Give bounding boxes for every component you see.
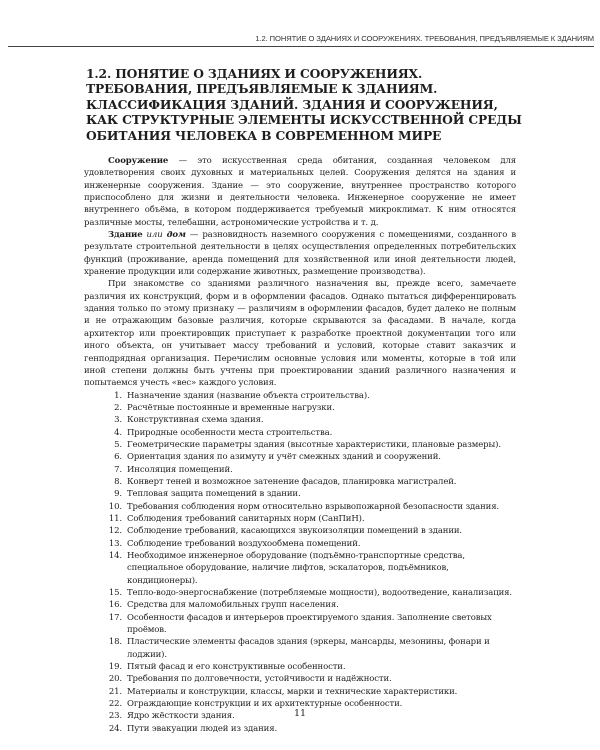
list-item <box>84 661 516 673</box>
list-item-text: Особенности фасадов и интерьеров проектируемого здания. Заполнение световых проёмов. <box>127 612 492 636</box>
paragraph-design-conditions <box>84 278 516 389</box>
list-item <box>84 476 516 488</box>
list-item <box>84 501 516 513</box>
list-item-text: Природные особенности места строительства. <box>127 427 333 438</box>
list-item <box>84 525 516 537</box>
list-item-text: Пути эвакуации людей из здания. <box>127 723 278 734</box>
term-building: Здание <box>108 230 143 241</box>
list-item-number: 16. <box>108 600 122 611</box>
list-item-text: Требования по долговечности, устойчивости и надёжности. <box>127 674 392 685</box>
list-item <box>84 673 516 685</box>
paragraph-structure-definition <box>84 155 516 229</box>
list-item-number: 19. <box>108 662 122 673</box>
list-item-text: Назначение здания (название объекта строительства). <box>127 390 370 401</box>
list-item-number: 14. <box>108 551 122 561</box>
list-item <box>84 612 516 637</box>
term-house: дом <box>166 230 186 241</box>
list-item-text: Материалы и конструкции, классы, марки и технические характеристики. <box>127 686 458 697</box>
list-item-text: Тепло-водо-энергоснабжение (потребляемые мощности), водоотведение, канализация. <box>127 588 512 599</box>
list-item-number: 4. <box>114 427 122 438</box>
list-item <box>84 390 516 402</box>
list-item <box>84 427 516 439</box>
list-item-number: 18. <box>108 637 122 648</box>
list-item-text: Соблюдения требований санитарных норм (СанПиН). <box>127 513 365 524</box>
list-item-number: 8. <box>114 476 122 487</box>
term-structure: Сооружение <box>108 156 169 166</box>
list-item-number: 23. <box>108 711 122 722</box>
list-item <box>84 464 516 476</box>
list-item-number: 3. <box>114 415 122 426</box>
list-item-text: Соблюдение требований воздухообмена помещений. <box>127 538 361 549</box>
section-title-line: КАК СТРУКТУРНЫЕ ЭЛЕМЕНТЫ ИСКУССТВЕННОЙ СРЕДЫ <box>86 112 522 128</box>
list-item <box>84 439 516 451</box>
list-item-text: Средства для маломобильных групп населения. <box>127 600 339 611</box>
list-item <box>84 636 516 661</box>
paragraph-building-definition <box>84 229 516 278</box>
page-number: 11 <box>293 708 307 719</box>
list-item-number: 7. <box>114 464 122 475</box>
running-head: 1.2. ПОНЯТИЕ О ЗДАНИЯХ И СООРУЖЕНИЯХ. ТРЕБОВАНИЯ, ПРЕДЪЯВЛЯЕМЫЕ К ЗДАНИЯМ <box>255 34 594 43</box>
list-item-text: Конверт теней и возможное затенение фасадов, планировка магистралей. <box>127 476 457 487</box>
list-item <box>84 451 516 463</box>
list-item-number: 17. <box>108 612 122 623</box>
header-rule <box>8 46 594 47</box>
section-title-line: 1.2. ПОНЯТИЕ О ЗДАНИЯХ И СООРУЖЕНИЯХ. <box>86 66 423 81</box>
list-item-text: Геометрические параметры здания (высотные характеристики, плановые размеры). <box>127 439 501 450</box>
list-item-text: Требования соблюдения норм относительно взрывопожарной безопасности здания. <box>127 501 500 512</box>
list-item <box>84 414 516 426</box>
list-item-number: 21. <box>108 686 122 697</box>
list-item-number: 5. <box>114 439 122 450</box>
list-item-number: 13. <box>108 538 122 549</box>
list-item <box>84 587 516 599</box>
paragraph-text: При знакомстве со зданиями различного назначения вы, прежде всего, замечаете различия их конструкций, форм и в оформлении фасадов. Однако пытаться дифференцировать здания только по этому признаку — различиям в оформлении фасадов, будет далеко не полным и не отражающим базовые различия, которые скрываются за фасадами. В начале, когда архитектор или проектировщик приступает к разработке проектной документации того или иного объекта, он учитывает массу требований и условий, которые ставит заказчик и генподрядная организация. Перечислим основные условия или моменты, которые в той или иной степени должны быть учтены при проектировании зданий различного назначения и попытаемся учесть «вес» каждого условия. <box>84 279 516 389</box>
section-title-line: КЛАССИФИКАЦИЯ ЗДАНИЙ. ЗДАНИЯ И СООРУЖЕНИЯ, <box>86 96 498 112</box>
conditions-list <box>84 390 516 736</box>
paragraph-text: — разновидность наземного сооружения с помещениями, созданного в результате строительной деятельности в целях осуществления определенных потребительских функций (проживание, аренда помещений для хозяйственной или иной деятельности людей, хранение продукции или содержание животных, размещение производства). <box>84 230 516 278</box>
list-item <box>84 686 516 698</box>
list-item <box>84 402 516 414</box>
list-item-number: 22. <box>108 699 122 710</box>
list-item-text: Необходимое инженерное оборудование (подъёмно-транспортные средства, специальное оборудование, наличие лифтов, эскалаторов, подъёмников, кондиционеры). <box>127 551 465 586</box>
term-connector: или <box>142 230 167 241</box>
list-item-number: 1. <box>114 390 122 401</box>
list-item-text: Ориентация здания по азимуту и учёт смежных зданий и сооружений. <box>127 452 441 463</box>
section-title-line: ТРЕБОВАНИЯ, ПРЕДЪЯВЛЯЕМЫЕ К ЗДАНИЯМ. <box>86 81 438 97</box>
paragraph-text: — это искусственная среда обитания, созданная человеком для удовлетворения своих духовных и материальных целей. Сооружения делятся на здания и инженерные сооружения. Здание — это сооружение, внутреннее пространство которого приспособлено для жизни и деятельности человека. Инженерное сооружение не имеет внутреннего объёма, в котором поддерживается требуемый микроклимат. К ним относятся различные мосты, телебашни, астрономические устройства и т. д. <box>84 156 516 228</box>
body-text <box>84 155 516 735</box>
list-item-number: 9. <box>114 489 122 500</box>
list-item-number: 20. <box>108 674 122 685</box>
list-item-text: Ограждающие конструкции и их архитектурные особенности. <box>127 699 403 710</box>
list-item-number: 6. <box>114 452 122 463</box>
list-item-text: Тепловая защита помещений в здании. <box>127 489 301 500</box>
list-item <box>84 723 516 735</box>
list-item <box>84 599 516 611</box>
list-item-number: 12. <box>108 526 122 537</box>
list-item-text: Ядро жёсткости здания. <box>127 711 235 722</box>
list-item-number: 2. <box>114 402 122 413</box>
list-item <box>84 538 516 550</box>
list-item <box>84 488 516 500</box>
list-item <box>84 513 516 525</box>
list-item <box>84 550 516 587</box>
list-item-text: Инсоляция помещений. <box>127 464 233 475</box>
list-item-text: Пластические элементы фасадов здания (эркеры, мансарды, мезонины, фонари и лоджии). <box>127 637 490 660</box>
list-item-number: 15. <box>108 588 122 599</box>
list-item-text: Пятый фасад и его конструктивные особенности. <box>127 662 346 673</box>
list-item-text: Конструктивная схема здания. <box>127 415 264 426</box>
list-item-text: Расчётные постоянные и временные нагрузки. <box>127 402 335 413</box>
section-title-line: ОБИТАНИЯ ЧЕЛОВЕКА В СОВРЕМЕННОМ МИРЕ <box>86 127 442 143</box>
list-item-number: 10. <box>108 501 122 512</box>
list-item-number: 11. <box>108 513 122 524</box>
list-item-number: 24. <box>108 723 122 734</box>
list-item-text: Соблюдение требований, касающихся звукоизоляции помещений в здании. <box>127 526 462 537</box>
section-title <box>86 66 522 143</box>
